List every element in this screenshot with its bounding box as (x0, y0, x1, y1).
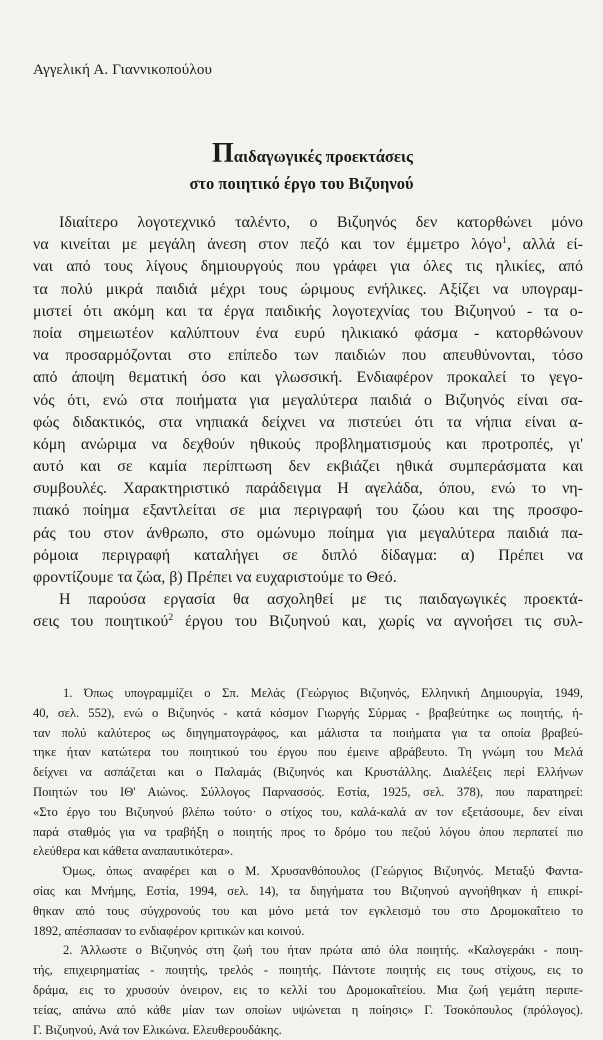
article-title (0, 140, 603, 197)
footnote-marker: 2 (168, 612, 174, 624)
body-line: να κινείται με μεγάλη άνεση στον πεζό και τον έμμετρο λόγο$^1$, αλλά εί- (33, 235, 583, 254)
body-text (33, 212, 583, 634)
title-dropcap: Π (211, 138, 234, 169)
body-line: αυτό και σε καμία περίπτωση δεν εκβιάζει ηθικά συμπεράσματα και (33, 458, 583, 476)
footnote-line: ελεύθερα και κάθετα αναπαυτικότερα». (33, 844, 234, 859)
body-line: πιακό ποίημα εξαντλείται σε μια περιγραφή του ζώου και της προσφο- (33, 502, 583, 520)
footnote-line: Ποιητών του ΙΘ' Αιώνος. Σύλλογος Παρνασσός. Εστία, 1925, σελ. 378), που παρατηρεί: (33, 784, 583, 799)
footnote-line: σίας και Μνήμης, Εστία, 1994, σελ. 14), τα διηγήματα του Βιζυηνού αγνοήθηκαν ή επικρί- (33, 883, 583, 898)
footnote-line: θηκαν από τους σύγχρονούς του και μόνο μετά τον εγκλεισμό του στο Δρομοκαΐτειο το (33, 903, 583, 918)
footnote-line: 1. Όπως υπογραμμίζει ο Σπ. Μελάς (Γεώργιος Βιζυηνός, Ελληνική Δημιουργία, 1949, (63, 686, 583, 700)
body-line: ρόμοια περιγραφή καταλήγει σε διπλό δίδαγμα: α) Πρέπει να (33, 546, 583, 564)
body-line: τα πολύ μικρά παιδιά μέχρι τους ώριμους ενήλικες. Αξίζει να υπογραμ- (33, 280, 583, 298)
body-line: συμβουλές. Χαρακτηριστικό παράδειγμα Η αγελάδα, όπου, ενώ το νη- (33, 480, 583, 498)
footnotes (33, 684, 583, 1040)
footnote-line: 40, σελ. 552), ενώ ο Βιζυηνός - κατά κόσμον Γιωργής Σύρμας - βραβεύτηκε ως ποιητής, ή- (33, 705, 583, 720)
body-line: ποία σημειωτέον καλύπτουν ένα ευρύ ηλικιακό φάσμα - κατορθώνουν (33, 324, 583, 342)
body-line: Ιδιαίτερο λογοτεχνικό ταλέντο, ο Βιζυηνός δεν κατορθώνει μόνο (59, 214, 583, 231)
footnote-line: τείας, απάνω από κάθε μίαν των οποίων υψώνεται η ποίησις» Γ. Τσοκόπουλος (πρόλογος). (33, 1002, 583, 1017)
body-line: να προσαρμόζονται στο επίπεδο των παιδιών που απευθύνονται, τόσο (33, 347, 583, 365)
title-line-1-text: αιδαγωγικές προεκτάσεις (233, 147, 414, 166)
footnote-line: Όμως, όπως αναφέρει και ο Μ. Χρυσανθόπουλος (Γεώργιος Βιζυηνός. Μεταξύ Φαντα- (63, 864, 583, 879)
footnote-marker: 1 (502, 235, 507, 247)
footnote-line: τηκε ήταν κατώτερα του ποιητικού του έργου που έμεινε αβράβευτο. Τη γνώμη του Μελά (33, 745, 583, 760)
body-line: ράς του στον άνθρωπο, στο ομώνυμο ποίημα για μεγαλύτερα παιδιά πα- (33, 524, 583, 542)
title-line-2: στο ποιητικό έργο του Βιζυηνού (189, 174, 414, 193)
body-line: φροντίζουμε τα ζώα, β) Πρέπει να ευχαριστούμε το Θεό. (33, 569, 397, 586)
body-line: μιστεί ότι ακόμη και τα έργα παιδικής λογοτεχνίας του Βιζυηνού - τα ο- (33, 302, 583, 320)
footnote-line: δείχνει να ασπάζεται και ο Παλαμάς (Βιζυηνός και Κρυστάλλης. Διαλέξεις περί Ελλήνων (33, 765, 583, 780)
body-line: Η παρούσα εργασία θα ασχοληθεί με τις παιδαγωγικές προεκτά- (59, 591, 583, 609)
footnote-line: 1892, απέσπασαν το ενδιαφέρον κριτικών και κοινού. (33, 923, 305, 938)
body-line: ναι από τους λίγους δημιουργούς που γράφει για όλες τις ηλικίες, από (33, 258, 583, 276)
body-line: σεις του ποιητικού$^2$ έργου του Βιζυηνού και, χωρίς να αγνοήσει τις συλ- (33, 612, 583, 631)
footnote-line: τής, επιχειρηματίας - ποιητής, τρελός - ποιητής. Πάντοτε ποιητής εις τους στίχους, εις το (33, 963, 583, 978)
footnote-line: 2. Άλλωστε ο Βιζυηνός στη ζωή του ήταν πρώτα από όλα ποιητής. «Καλογεράκι - ποιη- (63, 943, 583, 958)
footnote-line: παρά σταθμός για να τραβήξη ο ποιητής προς το δρόμο του πεζού λόγου όπου περπατεί πιο (33, 824, 583, 839)
footnote-line: δράμα, εις το χρυσούν όνειρον, εις το κελλί του Δρομοκαΐτείου. Μια ζωή γεμάτη περιπε- (33, 982, 583, 997)
running-head-author: Αγγελική Α. Γιαννικοπούλου (33, 62, 213, 78)
body-line: κόμη ανώριμα να δεχθούν ηθικούς προβληματισμούς και προτροπές, γι' (33, 435, 583, 453)
footnote-line: «Στο έργο του Βιζυηνού βλέπω τούτο· ο στίχος του, καλά-καλά αν τον εξετάσουμε, δεν είναι (33, 804, 583, 819)
footnote-line: Γ. Βιζυηνού, Ανά τον Ελικώνα. Ελευθερουδάκης. (33, 1022, 282, 1037)
title-line-1 (0, 140, 603, 170)
body-line: από άποψη θεματική όσο και γλωσσική. Ενδιαφέρον προκαλεί το γεγο- (33, 369, 583, 387)
body-line: νός ότι, ενώ στα ποιήματα για μεγαλύτερα παιδιά ο Βιζυηνός είναι σα- (33, 391, 583, 409)
footnote-line: ταν πολύ καλύτερος ως διηγηματογράφος, και μάλιστα τα ποιήματα για τα οποία βραβεύ- (33, 725, 583, 740)
body-line: φώς διδακτικός, στα νηπιακά δείχνει να πιστεύει ότι τα νήπια είναι α- (33, 413, 583, 431)
